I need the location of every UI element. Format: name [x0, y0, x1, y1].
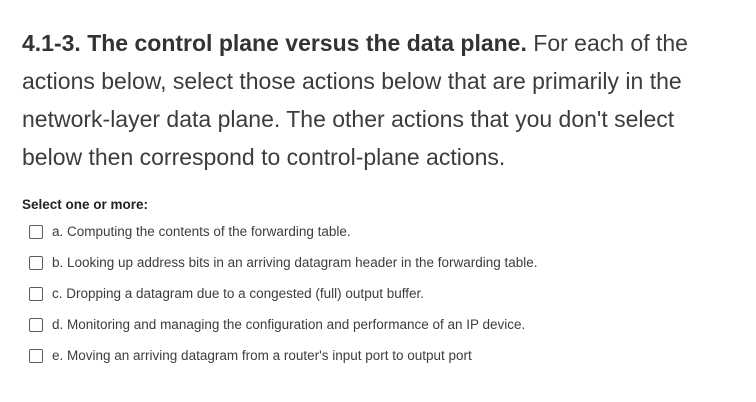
answer-option-d[interactable] — [29, 317, 538, 348]
answer-label-a[interactable]: a. Computing the contents of the forwarding table. — [52, 224, 351, 239]
question-text — [22, 24, 737, 176]
checkbox-b[interactable] — [29, 256, 43, 270]
answer-option-c[interactable] — [29, 286, 538, 317]
checkbox-d[interactable] — [29, 318, 43, 332]
select-prompt: Select one or more: — [22, 197, 149, 212]
answer-option-a[interactable] — [29, 224, 538, 255]
checkbox-c[interactable] — [29, 287, 43, 301]
question-body: For each of the actions below, select those actions below that are primarily in the network-layer data plane. The other actions that you don't select below then correspond to control-plane actions. — [22, 30, 688, 170]
question-title: 4.1-3. The control plane versus the data plane. — [22, 30, 527, 56]
answer-label-c[interactable]: c. Dropping a datagram due to a congested (full) output buffer. — [52, 286, 424, 301]
answer-list — [29, 224, 538, 379]
answer-option-e[interactable] — [29, 348, 538, 379]
answer-option-b[interactable] — [29, 255, 538, 286]
answer-label-d[interactable]: d. Monitoring and managing the configuration and performance of an IP device. — [52, 317, 526, 332]
checkbox-e[interactable] — [29, 349, 43, 363]
answer-label-e[interactable]: e. Moving an arriving datagram from a router's input port to output port — [52, 348, 472, 363]
answer-label-b[interactable]: b. Looking up address bits in an arriving datagram header in the forwarding table. — [52, 255, 538, 270]
checkbox-a[interactable] — [29, 225, 43, 239]
